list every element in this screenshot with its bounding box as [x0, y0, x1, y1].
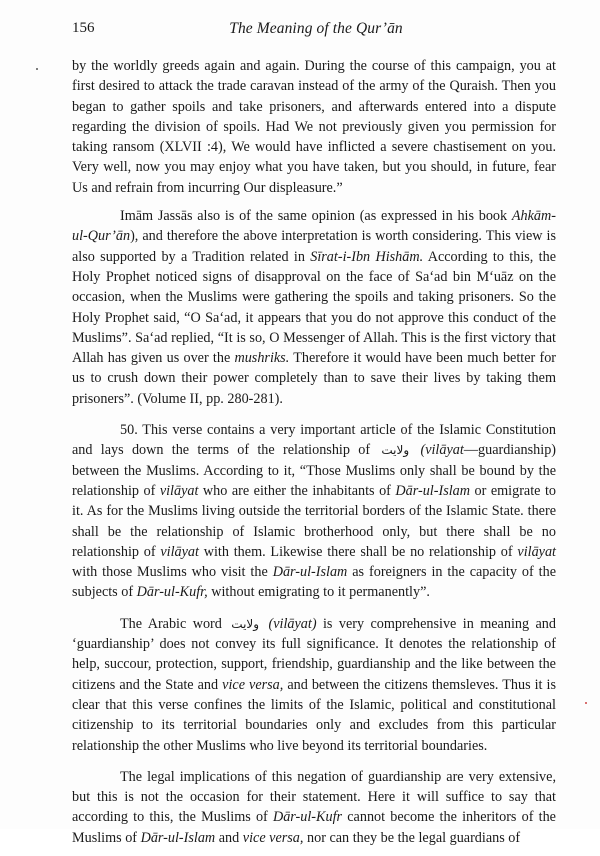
term-dar-ul-islam: Dār-ul-Islam: [140, 829, 216, 846]
term-vilayat: (vilāyat): [268, 615, 317, 632]
text-segment: and between the citizens themsleves. Thus it is clear that this verse confines the limits of the Islamic, political and constitutional citizenship to its territorial boundaries only and excludes from this particular relationship the other Muslims who live beyond its territorial boundaries.: [72, 676, 556, 754]
term-vilayat: vilāyat: [517, 543, 556, 560]
text-segment: Imām Jassās also is of the same opinion (as expressed in his book: [120, 208, 512, 225]
paragraph-arabic-word: [72, 614, 556, 756]
text-segment: and: [215, 829, 243, 846]
term-vilayat: (vilāyat: [420, 442, 464, 459]
text-segment: or emigrate to it. As for the Muslims living outside the territorial borders of the Islamic State. there shall be the relationship of Islamic brotherhood only, but there shall be no relationship of: [72, 482, 556, 560]
text-segment: cannot become the inheritors of the Muslims of: [72, 809, 556, 846]
text-segment: ), and therefore the above interpretation is worth considering. This view is also supported by a Tradition related in: [72, 228, 556, 265]
paragraph-note-50: [72, 420, 556, 603]
term-dar-ul-kufr: Dār-ul-Kufr: [272, 809, 343, 826]
term-mushriks: mushriks.: [234, 350, 290, 367]
scan-speck: [585, 702, 587, 704]
term-vilayat: vilāyat: [159, 482, 199, 499]
text-segment: with them. Likewise there shall be no relationship of: [198, 543, 518, 560]
text-segment: According to this, the Holy Prophet noticed signs of disapproval on the face of Sa‘ad bin M‘uāz on the occasion, when the Muslims were gathering the spoils and taking prisoners. So the Holy Prophet said, “O Sa‘ad, it appears that you do not approve this conduct of the Muslims”. Sa‘ad replied, “It is so, O Messenger of Allah. This is the first victory that Allah has given us over the: [72, 248, 556, 367]
term-dar-ul-kufr: Dār-ul-Kufr,: [136, 584, 208, 601]
text-segment: The Arabic word: [120, 615, 229, 632]
book-reference-ahkam-ul-quran: Ahkām-ul-Qur’ān: [72, 208, 556, 245]
text-segment: who are either the inhabitants of: [198, 482, 396, 499]
paragraph-continuation: [72, 56, 556, 198]
text-segment: nor can they be the legal guardians of: [303, 829, 521, 846]
text-segment: is very comprehensive in meaning and ‘guardianship’ does not convey its full significance. It denotes the relationship of help, succour, protection, support, friendship, guardianship and the like between the citizens and the State and: [72, 615, 556, 693]
term-vice-versa: vice versa,: [242, 829, 304, 846]
text-segment: as foreigners in the capacity of the subjects of: [72, 564, 557, 601]
scan-speck: [36, 68, 38, 70]
paragraph-imam-jassas: [72, 206, 556, 409]
paragraph-legal-implications: [72, 767, 556, 848]
arabic-word-vilayat: ولایت: [231, 616, 260, 631]
text-segment: without emigrating to it permanently”.: [207, 584, 430, 601]
term-dar-ul-islam: Dār-ul-Islam: [395, 482, 470, 499]
paragraph-text: by the worldly greeds again and again. During the course of this campaign, you at first desired to attack the trade caravan instead of the army of the Quraish. Then you began to gather spoils and take prisoners, and afterwards entered into a dispute regarding the division of spoils. Had We not previously given you permission for taking ransom (XLVII :4), We would have inflicted a severe chastisement on you. Very well, now you may enjoy what you have taken, but you should, in future, fear Us and refrain from incurring Our displeasure.”: [72, 58, 556, 196]
term-dar-ul-islam: Dār-ul-Islam: [272, 564, 348, 581]
arabic-word-vilayat: ولایت: [381, 443, 410, 458]
term-vilayat: vilāyat: [160, 543, 199, 560]
text-segment: The legal implications of this negation of guardianship are very extensive, but this is not the occasion for their statement. Here it will suffice to say that according to this, the Muslims of: [72, 768, 556, 826]
text-segment: Therefore it would have been much better for us to crush down their power completely than to save their lives by taking them prisoners”. (Volume II, pp. 280-281).: [72, 350, 557, 407]
body-text: [72, 56, 556, 856]
page-number: 156: [72, 20, 95, 36]
text-segment: with those Muslims who visit the: [72, 564, 273, 581]
running-head: [72, 20, 560, 42]
text-segment: —guardianship) between the Muslims. According to it, “Those Muslims only shall be bound by the relationship of: [72, 442, 557, 499]
book-title: The Meaning of the Qur’ān: [229, 20, 403, 37]
term-vice-versa: vice versa,: [222, 676, 284, 693]
text-segment: 50. This verse contains a very important article of the Islamic Constitution and lays down the terms of the relationship of: [72, 422, 556, 459]
book-reference-sirat-ibn-hisham: Sīrat-i-Ibn Hishām.: [310, 248, 424, 265]
